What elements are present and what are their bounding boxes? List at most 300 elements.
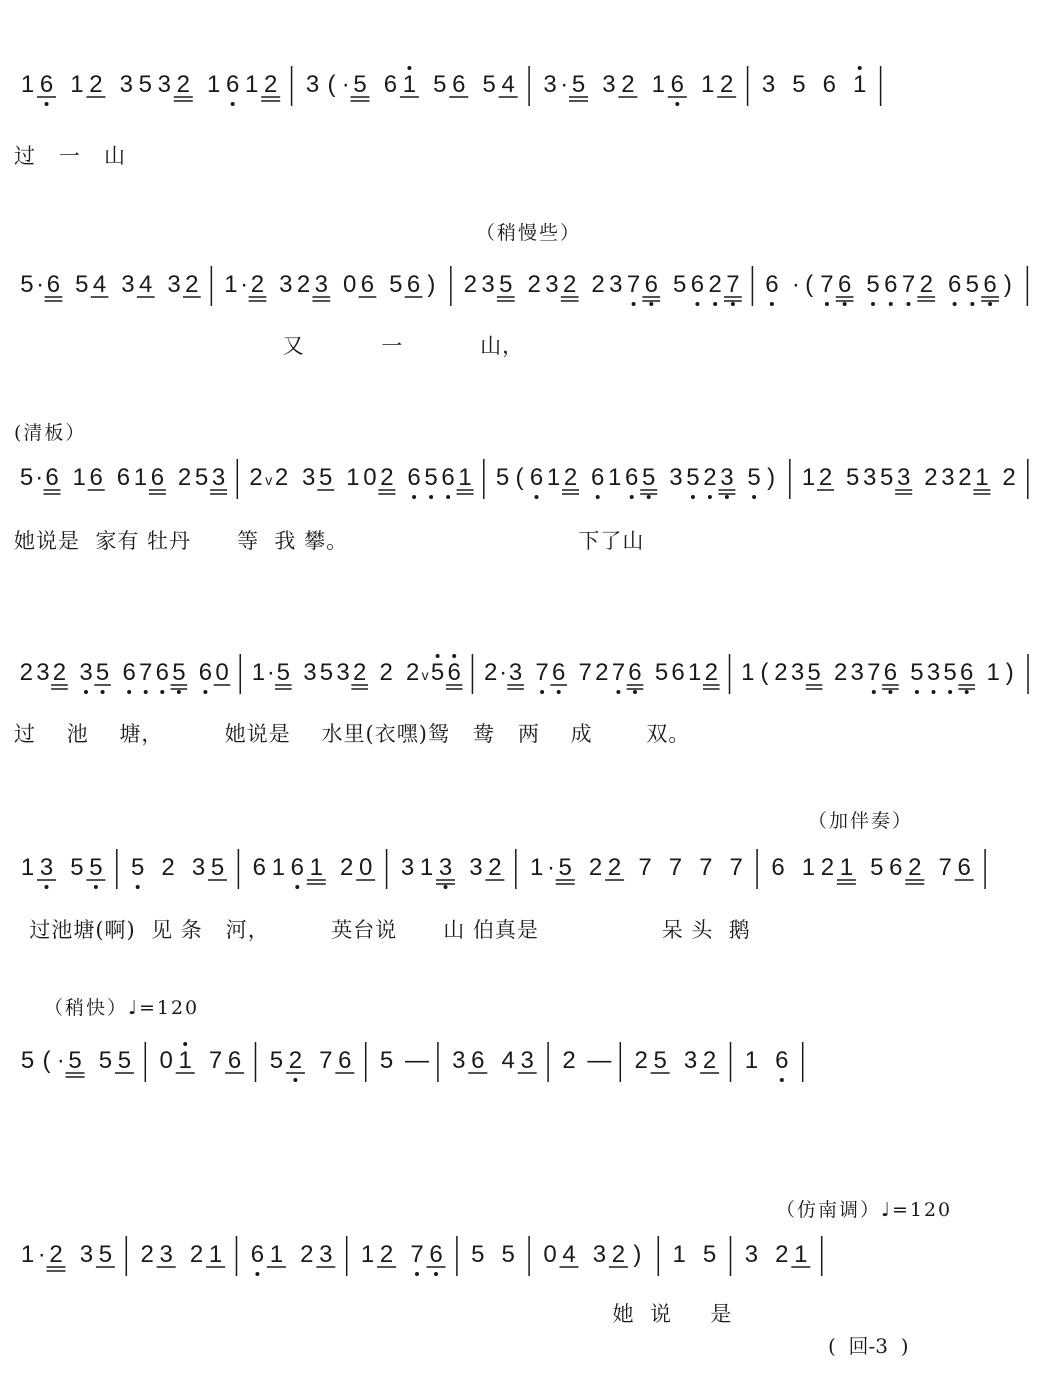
note-4-9: 6 <box>884 271 898 298</box>
note-3-3: 5 <box>499 271 513 298</box>
note-1-8: 5 <box>138 71 152 98</box>
note-4-1: 3 <box>400 854 415 881</box>
note-1-9: 4 <box>139 271 153 298</box>
note-3-3: 6 <box>290 854 304 881</box>
note-2-3: 2 <box>250 271 265 298</box>
note-3-11: 7 <box>626 271 641 298</box>
note-4-10: 6 <box>883 659 898 686</box>
note-4-7: 2 <box>833 659 848 686</box>
note-4-7: 3 <box>897 464 911 491</box>
octave-dot <box>970 302 974 306</box>
note-2-6: 6 <box>383 71 398 98</box>
note-3-1: 3 <box>543 71 557 98</box>
note-4-12: 5 <box>910 659 924 686</box>
octave-dot <box>231 102 235 106</box>
octave-dot <box>446 495 450 499</box>
note-3-12: 2 <box>720 71 734 98</box>
note-4-18: ) <box>1005 659 1014 686</box>
octave-dot <box>540 690 544 694</box>
note-5-3: 5 <box>558 854 572 881</box>
notation-line-4 <box>14 650 1044 710</box>
note-5-4: 4 <box>501 1047 515 1074</box>
note-6-2: 4 <box>562 1241 576 1268</box>
note-4-14: 5 <box>965 271 980 298</box>
octave-dot <box>752 495 756 499</box>
note-6-1: 6 <box>771 854 785 881</box>
note-4-1: 1 <box>801 464 816 491</box>
notation-line-2 <box>14 262 1044 322</box>
note-3-4: 1 <box>309 854 323 881</box>
note-4-8: 3 <box>850 659 864 686</box>
note-2-10: 6 <box>452 71 466 98</box>
note-2-8: 2 <box>352 659 367 686</box>
octave-dot <box>45 885 49 889</box>
note-2-7: 3 <box>314 271 329 298</box>
note-4-1: 1 <box>360 1241 375 1268</box>
note-3-6: 3 <box>545 271 559 298</box>
note-3-5: 6 <box>338 1047 352 1074</box>
octave-dot <box>429 495 433 499</box>
octave-dot <box>160 690 164 694</box>
octave-dot <box>144 690 148 694</box>
note-1-6: 5 <box>98 1241 113 1268</box>
note-3-11: 1 <box>701 71 715 98</box>
note-3-2: · <box>499 659 508 686</box>
note-2-7: 1 <box>402 71 417 98</box>
note-2-2: 3 <box>159 1241 173 1268</box>
note-1-1: 1 <box>20 71 35 98</box>
note-3-9: 6 <box>625 464 639 491</box>
note-1-13: 6 <box>226 71 240 98</box>
note-2-14: 5 <box>430 659 445 686</box>
octave-dot <box>632 302 636 306</box>
lyrics-line-5: 过池塘(啊) 见 条 河， 英台说 山 伯真是 呆 头 鹅 <box>14 918 751 942</box>
note-7-1: 1 <box>672 1241 686 1268</box>
note-2-6: 2 <box>296 271 311 298</box>
octave-dot <box>695 302 699 306</box>
note-5-12: 7 <box>699 854 713 881</box>
octave-dot <box>203 690 207 694</box>
note-2-3: 5 <box>276 659 291 686</box>
octave-dot <box>871 302 875 306</box>
note-2-12: 5 <box>389 271 403 298</box>
octave-dot <box>780 1078 784 1082</box>
note-4-4: ( <box>805 271 814 298</box>
octave-dot <box>136 885 140 889</box>
note-1-4: 1 <box>70 71 84 98</box>
octave-dot <box>965 690 969 694</box>
note-1-1: 1 <box>20 854 35 881</box>
note-6-3: 1 <box>801 854 816 881</box>
note-3-10: 7 <box>611 659 626 686</box>
notation-line-7 <box>14 1232 1044 1292</box>
note-3-17: 5 <box>747 464 761 491</box>
page-number: ( 回-3 ) <box>828 1334 909 1358</box>
note-3-10: 3 <box>609 271 623 298</box>
note-1-7: 3 <box>119 71 133 98</box>
note-4-13: 3 <box>926 659 941 686</box>
note-4-10: 7 <box>901 271 916 298</box>
octave-dot <box>649 302 653 306</box>
note-2-3: 2 <box>274 464 289 491</box>
note-7-5: 2 <box>702 1047 717 1074</box>
note-2-13: 5 <box>424 464 438 491</box>
lyrics-line-1: 过 一 山 <box>14 144 127 168</box>
note-4-5: 6 <box>822 71 836 98</box>
note-1-2: · <box>37 1241 46 1268</box>
note-1-9: 7 <box>139 659 153 686</box>
note-1-5: 5 <box>75 271 89 298</box>
note-3-6: 2 <box>340 854 354 881</box>
note-1-1: 1 <box>20 1241 35 1268</box>
octave-dot <box>889 302 893 306</box>
note-3-1: 6 <box>252 854 266 881</box>
note-4-12: 1 <box>975 464 989 491</box>
note-2-1: 1 <box>224 271 238 298</box>
lyrics-line-4: 过 池 塘， 她说是 水里(衣嘿)鸳 鸯 两 成 双。 <box>14 722 691 746</box>
note-2-6: 5 <box>319 659 334 686</box>
note-3-6: 2 <box>621 71 635 98</box>
note-1-2: 3 <box>36 659 50 686</box>
note-8-3: 6 <box>775 1047 789 1074</box>
note-4-6: 5 <box>880 464 894 491</box>
note-1-7: 5 <box>117 1047 132 1074</box>
note-1-11: 3 <box>167 271 181 298</box>
note-4-8: 5 <box>866 271 880 298</box>
note-3-7: 2 <box>563 271 577 298</box>
note-5-5: 2 <box>588 854 603 881</box>
note-2-6: 5 <box>210 854 225 881</box>
note-2-4: 7 <box>208 1047 223 1074</box>
note-8-1: 1 <box>744 1047 759 1074</box>
note-7-2: 5 <box>653 1047 667 1074</box>
note-5-3: 5 <box>501 1241 515 1268</box>
note-2-4: 2 <box>189 1241 204 1268</box>
note-1-1: 5 <box>20 1047 35 1074</box>
note-4-3: · <box>791 271 800 298</box>
note-6-5: 2 <box>611 1241 626 1268</box>
note-3-1: 2 <box>463 271 478 298</box>
lyrics-line-3: 她说是 家有 牡丹 等 我 攀。 下了山 <box>14 529 645 553</box>
note-1-2: · <box>36 271 45 298</box>
note-2-1: 0 <box>159 1047 173 1074</box>
note-5-1: 5 <box>471 1241 485 1268</box>
note-1-8: 6 <box>122 659 136 686</box>
octave-dot <box>616 690 620 694</box>
note-3-12: 6 <box>644 271 658 298</box>
note-4-2: ( <box>760 659 769 686</box>
note-3-16: 2 <box>704 659 718 686</box>
note-3-9: 2 <box>595 659 609 686</box>
note-3-1: 5 <box>495 464 510 491</box>
octave-dot <box>444 885 448 889</box>
octave-dot <box>436 654 440 658</box>
note-4-15: 6 <box>960 659 974 686</box>
note-5-1: 3 <box>452 1047 466 1074</box>
note-1-3: · <box>56 1047 65 1074</box>
note-2-13: 6 <box>406 271 421 298</box>
note-3-5: 2 <box>563 464 578 491</box>
note-8-4: 1 <box>794 1241 808 1268</box>
lyrics-line-7: 她 说 是 <box>14 1302 733 1326</box>
note-3-17: 7 <box>726 271 740 298</box>
note-4-4: 3 <box>790 659 805 686</box>
note-4-4: 7 <box>410 1241 424 1268</box>
note-8-3: 2 <box>775 1241 789 1268</box>
note-3-5: 3 <box>602 71 616 98</box>
octave-dot <box>255 1272 259 1276</box>
note-1-14: 3 <box>211 464 226 491</box>
note-3-11: 6 <box>628 659 642 686</box>
octave-dot <box>953 302 957 306</box>
note-5-2: · <box>546 854 555 881</box>
note-4-3: 3 <box>438 854 453 881</box>
note-2-14: 6 <box>441 464 455 491</box>
note-1-9: 3 <box>157 71 171 98</box>
note-3-4: 2 <box>300 1241 314 1268</box>
note-2-13: v <box>421 667 429 683</box>
note-4-3: 5 <box>792 71 806 98</box>
octave-dot <box>94 885 98 889</box>
note-2-6: 5 <box>319 464 333 491</box>
note-3-13: 5 <box>686 464 700 491</box>
note-2-5: 1 <box>208 1241 223 1268</box>
octave-dot <box>434 1272 438 1276</box>
note-7-1: 2 <box>634 1047 648 1074</box>
note-3-2: 1 <box>271 854 285 881</box>
note-3-12: 3 <box>669 464 683 491</box>
note-6-9: 2 <box>908 854 922 881</box>
octave-dot <box>630 495 634 499</box>
note-3-15: 6 <box>690 271 705 298</box>
note-4-1: 1 <box>741 659 755 686</box>
note-1-1: 5 <box>20 271 34 298</box>
octave-dot <box>45 102 49 106</box>
octave-dot <box>713 302 717 306</box>
octave-dot <box>535 495 539 499</box>
octave-dot <box>843 302 847 306</box>
note-1-12: 2 <box>185 271 199 298</box>
note-3-9: 6 <box>670 71 684 98</box>
octave-dot <box>725 495 729 499</box>
note-2-4: 5 <box>353 71 367 98</box>
note-3-5: 7 <box>535 659 549 686</box>
note-1-12: 2 <box>177 464 192 491</box>
note-2-1: 1 <box>251 659 266 686</box>
note-2-1: 2 <box>140 1241 154 1268</box>
note-6-12: 6 <box>957 854 971 881</box>
note-3-16: 2 <box>708 271 722 298</box>
note-2-2: · <box>266 659 275 686</box>
note-3-5: 3 <box>319 1241 333 1268</box>
note-1-4: 5 <box>68 1047 82 1074</box>
note-1-14: 0 <box>215 659 229 686</box>
note-6-4: 2 <box>820 854 835 881</box>
note-2-14: ) <box>427 271 436 298</box>
note-3-3: 3 <box>508 659 523 686</box>
note-3-7: 6 <box>591 464 605 491</box>
note-3-2: 2 <box>288 1047 303 1074</box>
note-6-7: 5 <box>870 854 884 881</box>
octave-dot <box>293 1078 297 1082</box>
note-3-14: 2 <box>703 464 717 491</box>
note-1-10: 2 <box>176 71 190 98</box>
tempo-annotation-2: （稍慢些） <box>476 222 582 244</box>
note-4-1: 5 <box>379 1047 394 1074</box>
note-1-5: 3 <box>79 659 93 686</box>
octave-dot <box>770 302 774 306</box>
note-1-5: 2 <box>89 71 103 98</box>
note-5-2: 6 <box>471 1047 485 1074</box>
note-4-13: 6 <box>947 271 962 298</box>
note-1-6: 5 <box>98 1047 113 1074</box>
note-4-3: 2 <box>774 659 788 686</box>
note-1-2: ( <box>42 1047 51 1074</box>
note-3-2: 3 <box>481 271 495 298</box>
note-2-7: 3 <box>336 659 350 686</box>
note-2-2: v <box>265 472 273 488</box>
note-1-6: 4 <box>92 271 107 298</box>
note-5-5: 3 <box>520 1047 534 1074</box>
note-2-13: 4 <box>501 71 515 98</box>
octave-dot <box>127 690 131 694</box>
note-1-10: 6 <box>150 464 165 491</box>
octave-dot <box>84 690 88 694</box>
note-2-5: 3 <box>279 271 293 298</box>
note-1-5: 5 <box>89 854 103 881</box>
note-2-1: 5 <box>131 854 145 881</box>
note-6-11: 7 <box>938 854 952 881</box>
lyrics-line-2: 又 一 山， <box>14 334 525 358</box>
note-3-8: 1 <box>608 464 622 491</box>
note-1-2: 3 <box>39 854 54 881</box>
note-1-2: 6 <box>39 71 54 98</box>
note-1-8: 6 <box>116 464 131 491</box>
note-4-5: 3 <box>469 854 483 881</box>
note-2-10: 6 <box>360 271 375 298</box>
note-1-9: 1 <box>133 464 148 491</box>
note-3-3: 5 <box>571 71 586 98</box>
note-2-5: 6 <box>227 1047 242 1074</box>
octave-dot <box>557 690 561 694</box>
note-2-10: 2 <box>380 464 394 491</box>
note-5-8: 7 <box>638 854 652 881</box>
note-4-6: 2 <box>488 854 502 881</box>
octave-dot <box>452 654 456 658</box>
note-1-4: 5 <box>70 854 84 881</box>
note-2-3: · <box>341 71 350 98</box>
octave-dot <box>948 690 952 694</box>
note-3-8: 1 <box>651 71 665 98</box>
note-1-3: 2 <box>52 659 67 686</box>
tempo-annotation-6: （稍快）♩=120 <box>44 997 200 1019</box>
note-3-7: 0 <box>359 854 373 881</box>
note-2-3: 2 <box>161 854 175 881</box>
note-4-5: 7 <box>820 271 834 298</box>
note-4-15: 6 <box>983 271 997 298</box>
octave-dot <box>872 690 876 694</box>
note-4-9: 2 <box>924 464 938 491</box>
note-1-1: 5 <box>19 464 34 491</box>
octave-dot <box>295 885 299 889</box>
note-4-16: ) <box>1003 271 1012 298</box>
octave-dot <box>907 302 911 306</box>
note-3-14: 5 <box>672 271 687 298</box>
note-4-6: 6 <box>837 271 852 298</box>
note-5-10: 7 <box>668 854 683 881</box>
note-8-1: 3 <box>744 1241 759 1268</box>
octave-dot <box>858 66 862 70</box>
note-2-5: 3 <box>302 464 316 491</box>
note-1-2: · <box>35 464 44 491</box>
octave-dot <box>825 302 829 306</box>
note-2-5: 3 <box>191 854 206 881</box>
note-4-5: 5 <box>807 659 821 686</box>
note-6-1: 0 <box>543 1241 557 1268</box>
note-2-5: 3 <box>303 659 317 686</box>
octave-dot <box>177 690 181 694</box>
tempo-annotation-3: (清板） <box>14 422 87 444</box>
note-4-2: 2 <box>379 1241 394 1268</box>
note-3-18: ) <box>767 464 776 491</box>
octave-dot <box>415 1272 419 1276</box>
note-3-3: 6 <box>529 464 544 491</box>
note-4-14: 2 <box>1002 464 1016 491</box>
note-3-15: 3 <box>720 464 734 491</box>
note-1-12: 1 <box>207 71 221 98</box>
octave-dot <box>691 495 695 499</box>
note-2-9: 5 <box>433 71 447 98</box>
note-1-3: 6 <box>45 464 59 491</box>
octave-dot <box>915 690 919 694</box>
accompaniment-annotation-5: （加伴奏） <box>808 810 914 832</box>
note-6-8: 6 <box>889 854 903 881</box>
note-2-8: 1 <box>346 464 360 491</box>
note-2-15: 1 <box>458 464 472 491</box>
note-4-10: 3 <box>941 464 955 491</box>
note-4-9: 7 <box>867 659 881 686</box>
note-5-14: 7 <box>729 854 743 881</box>
note-3-1: 6 <box>250 1241 265 1268</box>
note-4-11: 2 <box>958 464 972 491</box>
notation-line-6 <box>14 1038 1044 1098</box>
note-1-5: 3 <box>79 1241 94 1268</box>
note-6-5: 1 <box>839 854 854 881</box>
notation-line-3 <box>14 455 1044 515</box>
note-1-6: 5 <box>95 659 110 686</box>
octave-dot <box>633 690 637 694</box>
note-2-9: 0 <box>363 464 377 491</box>
octave-dot <box>932 690 936 694</box>
note-2-12: 6 <box>407 464 421 491</box>
octave-dot <box>888 690 892 694</box>
note-1-10: 6 <box>155 659 169 686</box>
note-3-9: 2 <box>591 271 605 298</box>
note-1-6: 6 <box>89 464 103 491</box>
octave-dot <box>988 302 992 306</box>
octave-dot <box>708 495 712 499</box>
note-3-15: 1 <box>688 659 702 686</box>
note-3-2: · <box>560 71 569 98</box>
note-2-9: 0 <box>343 271 357 298</box>
note-3-13: 5 <box>654 659 669 686</box>
note-4-17: 1 <box>986 659 1000 686</box>
note-4-4: 5 <box>846 464 860 491</box>
note-4-1: 6 <box>765 271 779 298</box>
note-3-1: 2 <box>484 659 498 686</box>
note-1-3: 2 <box>49 1241 63 1268</box>
note-3-14: 6 <box>671 659 685 686</box>
